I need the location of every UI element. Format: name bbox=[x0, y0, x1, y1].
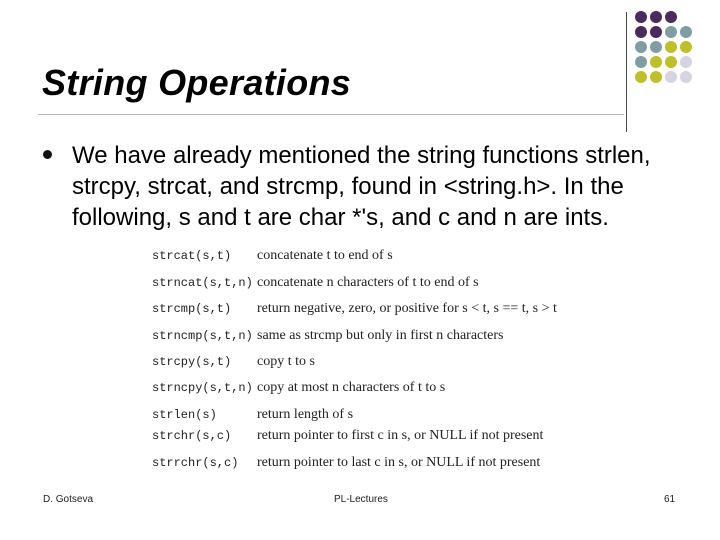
decorative-dot bbox=[635, 71, 647, 83]
function-description: return length of s bbox=[257, 407, 354, 422]
decorative-dot bbox=[635, 26, 647, 38]
function-name: strcpy(s,t) bbox=[152, 355, 232, 369]
decorative-dot bbox=[665, 26, 677, 38]
table-row bbox=[152, 429, 622, 449]
function-name: strncmp(s,t,n) bbox=[152, 329, 253, 343]
function-name: strncpy(s,t,n) bbox=[152, 381, 253, 395]
function-name: strlen(s) bbox=[152, 408, 217, 422]
decorative-dot bbox=[680, 71, 692, 83]
decorative-dot bbox=[650, 56, 662, 68]
function-name: strcmp(s,t) bbox=[152, 302, 232, 316]
title-underline bbox=[38, 114, 624, 115]
function-description: copy t to s bbox=[257, 354, 315, 369]
table-row bbox=[152, 276, 622, 296]
decorative-dot bbox=[665, 11, 677, 23]
bullet-text: We have already mentioned the string functions strlen, strcpy, strcat, and strcmp, found in <string.h>. In the following, s and t are char *'s, and c and n are ints. bbox=[72, 142, 651, 231]
function-description: copy at most n characters of t to s bbox=[257, 380, 446, 395]
footer-author: D. Gotseva bbox=[43, 494, 94, 505]
function-name: strncat(s,t,n) bbox=[152, 276, 253, 290]
decorative-dot bbox=[650, 26, 662, 38]
bullet-icon bbox=[43, 150, 52, 159]
table-row bbox=[152, 329, 622, 349]
function-description: same as strcmp but only in first n characters bbox=[257, 328, 504, 343]
table-row bbox=[152, 381, 622, 401]
decorative-dot bbox=[680, 26, 692, 38]
function-description: return pointer to last c in s, or NULL if not present bbox=[257, 455, 541, 470]
table-row bbox=[152, 456, 622, 476]
decorative-dot bbox=[680, 41, 692, 53]
decorative-dot bbox=[665, 41, 677, 53]
decorative-dot bbox=[650, 41, 662, 53]
table-row bbox=[152, 408, 622, 428]
decorative-dot bbox=[635, 41, 647, 53]
function-description: concatenate t to end of s bbox=[257, 248, 393, 263]
decorative-dot bbox=[650, 11, 662, 23]
footer-course: PL-Lectures bbox=[334, 494, 388, 505]
function-name: strcat(s,t) bbox=[152, 249, 232, 263]
table-row bbox=[152, 302, 622, 322]
footer-page-number: 61 bbox=[664, 494, 676, 505]
decorative-dot bbox=[680, 56, 692, 68]
table-row bbox=[152, 355, 622, 375]
function-name: strrchr(s,c) bbox=[152, 456, 239, 470]
decorative-dot bbox=[650, 71, 662, 83]
decorative-dot bbox=[665, 56, 677, 68]
decorative-dot bbox=[635, 11, 647, 23]
function-description: return pointer to first c in s, or NULL if not present bbox=[257, 428, 544, 443]
table-row bbox=[152, 249, 622, 269]
function-name: strchr(s,c) bbox=[152, 429, 232, 443]
function-description: concatenate n characters of t to end of s bbox=[257, 275, 479, 290]
decorative-dot bbox=[665, 71, 677, 83]
function-description: return negative, zero, or positive for s < t, s == t, s > t bbox=[257, 301, 557, 316]
decorative-dot bbox=[635, 56, 647, 68]
vertical-divider bbox=[626, 12, 627, 132]
slide-title: String Operations bbox=[42, 62, 352, 103]
